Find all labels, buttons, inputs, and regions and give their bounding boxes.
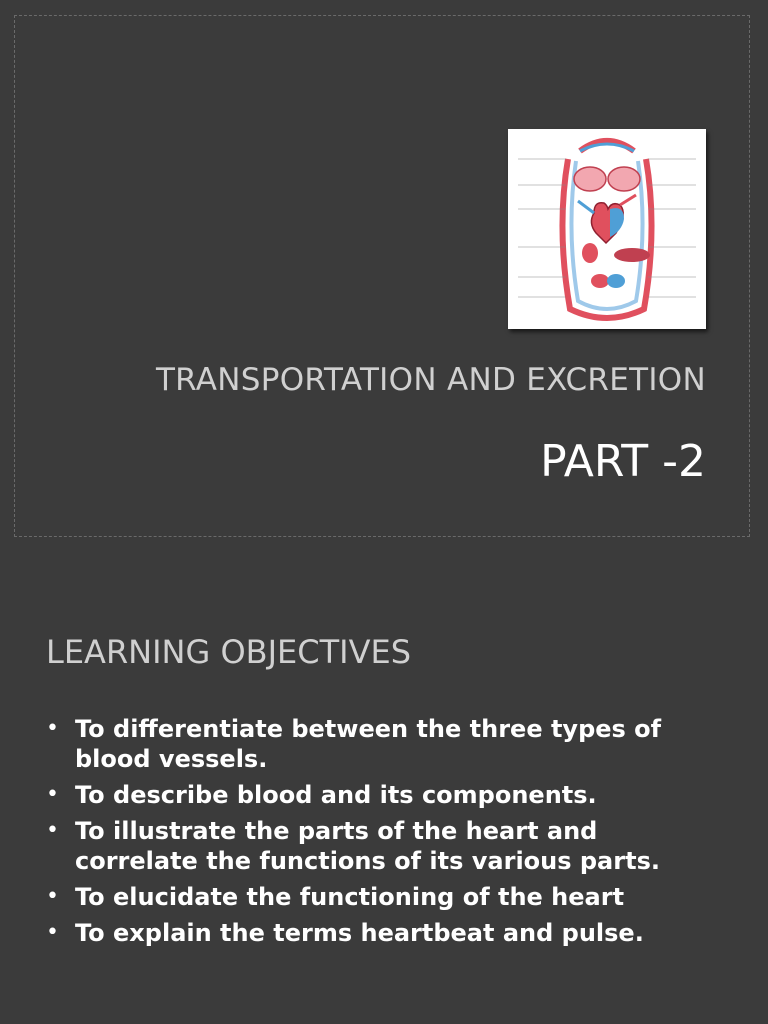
presentation-subtitle: PART -2 — [540, 436, 706, 487]
bullet-icon: • — [46, 782, 59, 807]
objective-text: To differentiate between the three types of blood vessels. — [75, 715, 662, 773]
list-item — [46, 816, 726, 876]
objectives-list — [46, 714, 726, 954]
objectives-heading: LEARNING OBJECTIVES — [46, 633, 411, 671]
bullet-icon: • — [46, 884, 59, 909]
circulatory-system-figure — [508, 129, 706, 329]
list-item — [46, 882, 726, 912]
bullet-icon: • — [46, 716, 59, 741]
bullet-icon: • — [46, 818, 59, 843]
objective-text: To illustrate the parts of the heart and correlate the functions of its various parts. — [75, 817, 660, 875]
circulatory-diagram-icon — [508, 129, 706, 329]
objective-text: To explain the terms heartbeat and pulse. — [75, 919, 644, 947]
presentation-title: TRANSPORTATION AND EXCRETION — [155, 362, 706, 398]
list-item — [46, 918, 726, 948]
objective-text: To describe blood and its components. — [75, 781, 597, 809]
list-item — [46, 780, 726, 810]
bullet-icon: • — [46, 920, 59, 945]
list-item — [46, 714, 726, 774]
objective-text: To elucidate the functioning of the heart — [75, 883, 625, 911]
